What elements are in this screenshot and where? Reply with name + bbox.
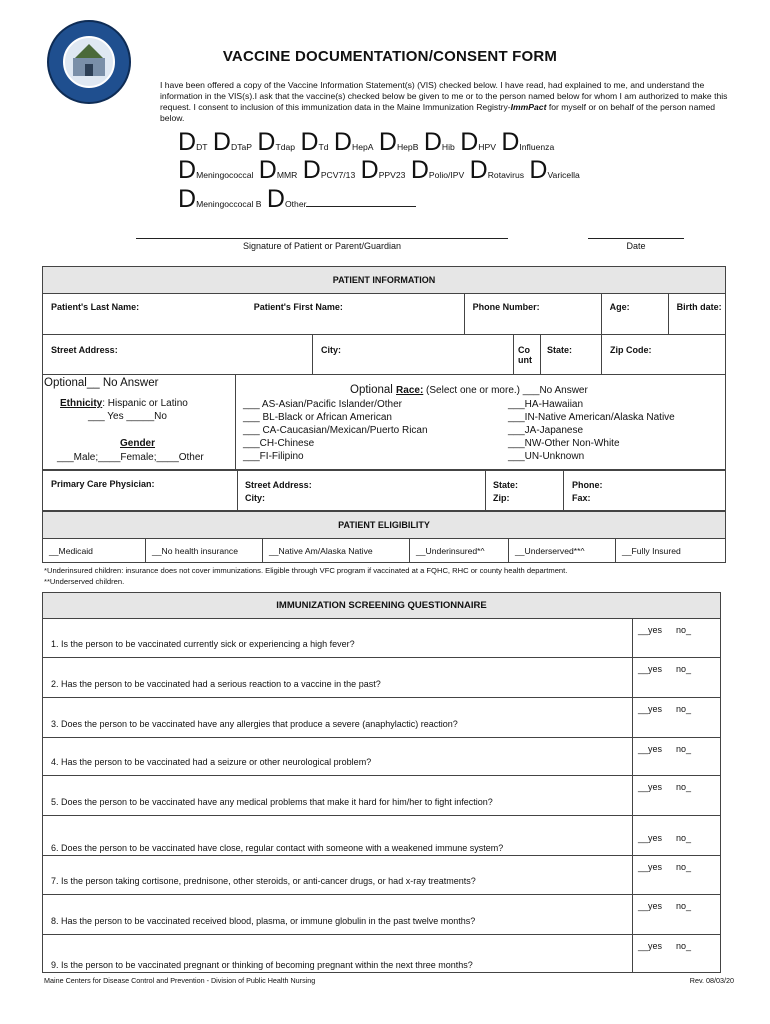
pcp-state-field[interactable]: State: Zip: — [486, 471, 564, 511]
checkbox-hpv[interactable]: D — [460, 128, 479, 156]
ethnicity-field[interactable]: Ethnicity: Hispanic or Latino — [60, 398, 188, 409]
form-title: VACCINE DOCUMENTATION/CONSENT FORM — [222, 48, 558, 65]
yes-no-answer[interactable]: __yes no_ — [633, 816, 721, 856]
department-seal — [47, 20, 131, 104]
eligibility-underinsured[interactable]: __Underinsured*^ — [410, 539, 509, 563]
screening-heading: IMMUNIZATION SCREENING QUESTIONNAIRE — [43, 593, 721, 619]
gender-label: Gender — [120, 438, 156, 449]
checkbox-td[interactable]: D — [300, 128, 319, 156]
race-options-right[interactable]: ___HA-Hawaiian ___IN-Native American/Alaska Native ___JA-Japanese ___NW-Other Non-White ___UN-Unknown — [508, 399, 675, 462]
ethnicity-yes-no[interactable]: ___ Yes _____No — [88, 411, 167, 422]
yes-no-answer[interactable]: __yes no_ — [633, 935, 721, 973]
question-text: 1. Is the person to be vaccinated currently sick or experiencing a high fever? — [43, 619, 633, 658]
vaccine-row-1: DDT DDTaP DTdap DTd DHepA DHepB DHib DHPV DInfluenza — [178, 128, 555, 156]
state-field[interactable]: State: — [541, 335, 602, 375]
yes-no-answer[interactable]: __yes no_ — [633, 619, 721, 658]
consent-intro: I have been offered a copy of the Vaccine Information Statement(s) (VIS) checked below. I have read, had explained to me, and understand the information in the VIS(s).I ask that the vaccine(s) checked below be given to me or to the person named below for whom I am authorized to make this request. I consent to inclusion of this immunization data in the Maine Immunization Registry-ImmPact for myself or on behalf of the person named below. — [160, 80, 728, 123]
question-text: 7. Is the person taking cortisone, prednisone, other steroids, or anti-cancer drugs, or had x-ray treatments? — [43, 856, 633, 895]
checkbox-influenza[interactable]: D — [501, 128, 520, 156]
eligibility-heading: PATIENT ELIGIBILITY — [43, 512, 726, 539]
yes-no-answer[interactable]: __yes no_ — [633, 856, 721, 895]
gender-options[interactable]: ___Male;____Female;____Other — [57, 452, 204, 463]
vaccine-row-3: DMeningoccocal B DOther — [178, 187, 416, 212]
zip-field[interactable]: Zip Code: — [602, 335, 726, 375]
question-row — [43, 658, 721, 698]
physician-table — [42, 470, 726, 511]
question-row — [43, 698, 721, 738]
footer-agency: Maine Centers for Disease Control and Prevention - Division of Public Health Nursing — [44, 976, 316, 985]
question-row — [43, 738, 721, 776]
patient-info-table — [42, 266, 726, 335]
checkbox-varicella[interactable]: D — [529, 156, 548, 184]
question-text: 4. Has the person to be vaccinated had a seizure or other neurological problem? — [43, 738, 633, 776]
underinsured-note: *Underinsured children: insurance does not cover immunizations. Eligible through VFC program if vaccinated at a FQHC, RHC or county health department. — [44, 566, 568, 575]
checkbox-dtap[interactable]: D — [212, 128, 231, 156]
race-heading: Optional Race: (Select one or more.) ___No Answer — [350, 384, 588, 396]
checkbox-polio[interactable]: D — [410, 156, 429, 184]
eligibility-native[interactable]: __Native Am/Alaska Native — [263, 539, 410, 563]
question-text: 3. Does the person to be vaccinated have any allergies that produce a severe (anaphylactic) reaction? — [43, 698, 633, 738]
county-field[interactable]: Co unt — [514, 335, 541, 375]
question-text: 5. Does the person to be vaccinated have any medical problems that make it hard for him/her to fight infection? — [43, 776, 633, 816]
last-name-field[interactable]: Patient's Last Name: Patient's First Name: — [43, 294, 465, 335]
optional-no-answer[interactable]: Optional__ No Answer — [44, 377, 159, 389]
eligibility-underserved[interactable]: __Underserved**^ — [509, 539, 616, 563]
question-row — [43, 816, 721, 856]
checkbox-hepb[interactable]: D — [378, 128, 397, 156]
age-field[interactable]: Age: — [601, 294, 668, 335]
yes-no-answer[interactable]: __yes no_ — [633, 895, 721, 935]
yes-no-answer[interactable]: __yes no_ — [633, 658, 721, 698]
screening-table — [42, 592, 721, 973]
checkbox-meningococcal[interactable]: D — [178, 156, 197, 184]
question-row — [43, 935, 721, 973]
question-row — [43, 895, 721, 935]
checkbox-dt[interactable]: D — [178, 128, 197, 156]
question-text: 8. Has the person to be vaccinated received blood, plasma, or immune globulin in the past twelve months? — [43, 895, 633, 935]
eligibility-table — [42, 511, 726, 563]
eligibility-no-insurance[interactable]: __No health insurance — [146, 539, 263, 563]
signature-line[interactable] — [136, 238, 508, 239]
yes-no-answer[interactable]: __yes no_ — [633, 698, 721, 738]
address-table — [42, 334, 726, 375]
yes-no-answer[interactable]: __yes no_ — [633, 738, 721, 776]
question-text: 9. Is the person to be vaccinated pregnant or thinking of becoming pregnant within the next three months? — [43, 935, 633, 973]
checkbox-rotavirus[interactable]: D — [469, 156, 488, 184]
signature-label: Signature of Patient or Parent/Guardian — [242, 241, 402, 251]
pcp-phone-field[interactable]: Phone: Fax: — [564, 471, 726, 511]
date-line[interactable] — [588, 238, 684, 239]
seal-emblem — [63, 36, 115, 88]
question-row — [43, 776, 721, 816]
checkbox-tdap[interactable]: D — [257, 128, 276, 156]
other-vaccine-line[interactable] — [306, 206, 416, 207]
question-row — [43, 856, 721, 895]
phone-field[interactable]: Phone Number: — [464, 294, 601, 335]
date-label: Date — [626, 241, 646, 251]
eligibility-fully-insured[interactable]: __Fully Insured — [616, 539, 726, 563]
pcp-field[interactable]: Primary Care Physician: — [43, 471, 238, 511]
question-text: 2. Has the person to be vaccinated had a serious reaction to a vaccine in the past? — [43, 658, 633, 698]
checkbox-mmr[interactable]: D — [258, 156, 277, 184]
demographics-divider — [235, 374, 236, 470]
checkbox-other[interactable]: D — [266, 185, 285, 213]
eligibility-medicaid[interactable]: __Medicaid — [43, 539, 146, 563]
street-field[interactable]: Street Address: — [43, 335, 313, 375]
checkbox-pcv[interactable]: D — [302, 156, 321, 184]
pcp-address-field[interactable]: Street Address: City: — [238, 471, 486, 511]
yes-no-answer[interactable]: __yes no_ — [633, 776, 721, 816]
checkbox-hepa[interactable]: D — [333, 128, 352, 156]
city-field[interactable]: City: — [313, 335, 514, 375]
underserved-note: **Underserved children. — [44, 577, 125, 586]
vaccine-row-2: DMeningococcal DMMR DPCV7/13 DPPV23 DPolio/IPV DRotavirus DVaricella — [178, 156, 580, 184]
birth-date-field[interactable]: Birth date: — [668, 294, 725, 335]
race-options-left[interactable]: ___ AS-Asian/Pacific Islander/Other ___ BL-Black or African American ___ CA-Caucasian/Mexican/Puerto Rican ___CH-Chinese ___FI-Filipino — [243, 399, 428, 462]
question-text: 6. Does the person to be vaccinated have close, regular contact with someone with a weakened immune system? — [43, 816, 633, 856]
question-row — [43, 619, 721, 658]
checkbox-ppv23[interactable]: D — [360, 156, 379, 184]
patient-info-heading: PATIENT INFORMATION — [43, 267, 726, 294]
footer-revision: Rev. 08/03/20 — [689, 976, 734, 985]
checkbox-meningococcal-b[interactable]: D — [178, 185, 197, 213]
checkbox-hib[interactable]: D — [423, 128, 442, 156]
